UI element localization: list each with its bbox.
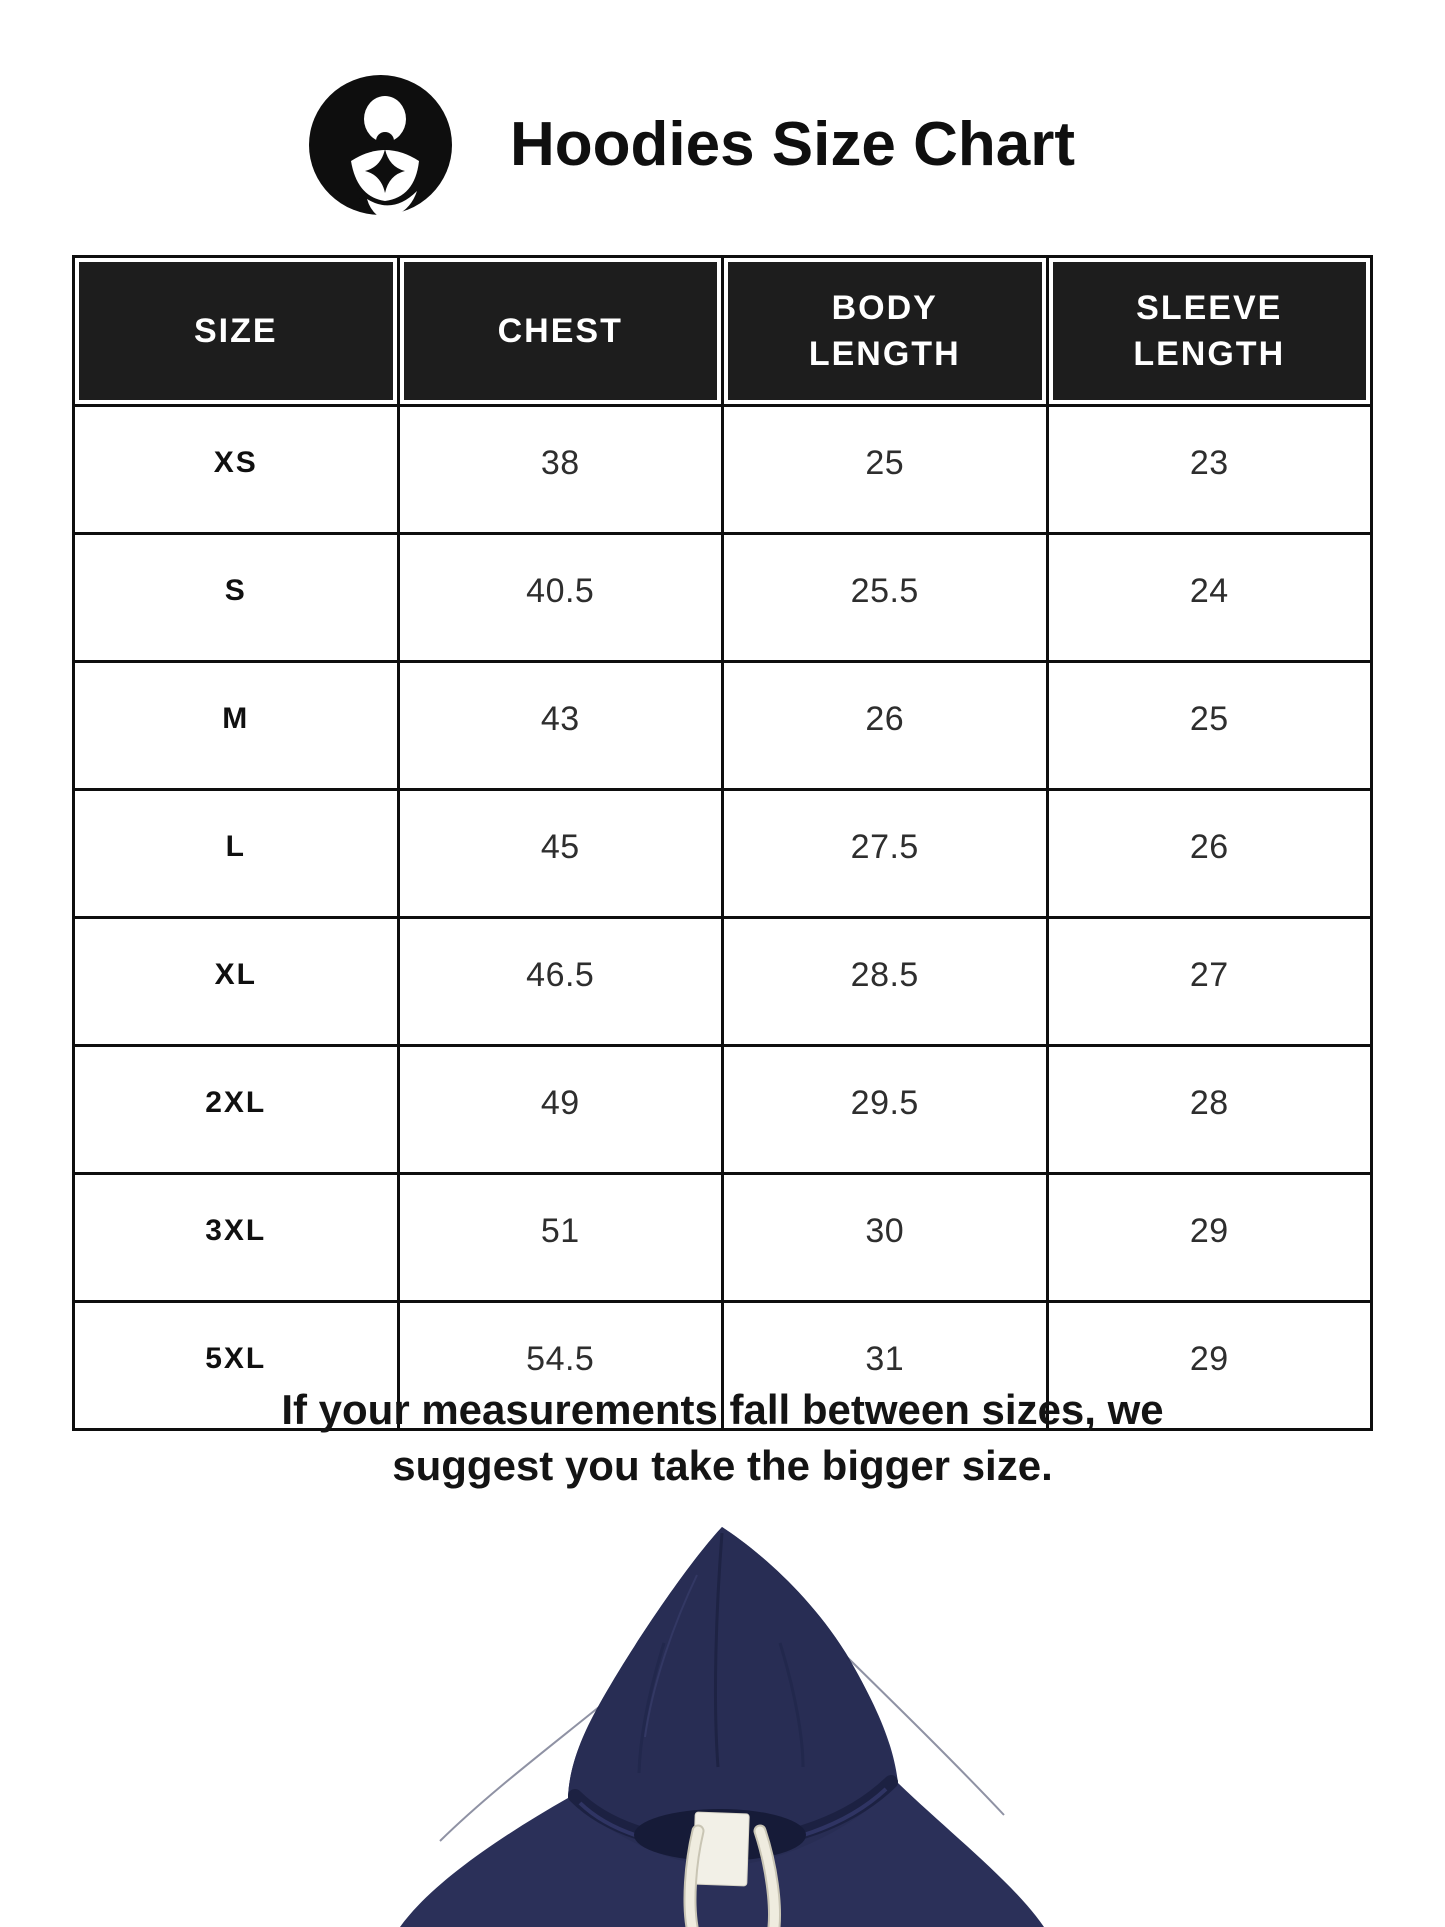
cell-size: 3XL <box>74 1174 399 1302</box>
size-chart-table <box>72 255 1373 1431</box>
cell-body-length: 25 <box>723 406 1048 534</box>
cell-chest: 40.5 <box>398 534 723 662</box>
cell-body-length: 28.5 <box>723 918 1048 1046</box>
cell-body-length: 29.5 <box>723 1046 1048 1174</box>
table-header <box>74 257 1372 406</box>
cell-chest: 38 <box>398 406 723 534</box>
table-header-row <box>74 257 1372 406</box>
column-header-sleeve-length: SLEEVE LENGTH <box>1047 257 1372 406</box>
column-header-chest: CHEST <box>398 257 723 406</box>
cell-body-length: 26 <box>723 662 1048 790</box>
table-body <box>74 406 1372 1430</box>
cell-sleeve-length: 24 <box>1047 534 1372 662</box>
fit-note-line-1: If your measurements fall between sizes, we <box>281 1386 1164 1433</box>
cell-chest: 49 <box>398 1046 723 1174</box>
table-row-l <box>74 790 1372 918</box>
table-row-3xl <box>74 1174 1372 1302</box>
cell-body-length: 27.5 <box>723 790 1048 918</box>
hoodie-image <box>342 1515 1102 1927</box>
cell-chest: 54.5 <box>398 1302 723 1430</box>
cell-sleeve-length: 29 <box>1047 1302 1372 1430</box>
cell-sleeve-length: 23 <box>1047 406 1372 534</box>
column-header-size: SIZE <box>74 257 399 406</box>
table-row-m <box>74 662 1372 790</box>
cell-size: XS <box>74 406 399 534</box>
cell-chest: 43 <box>398 662 723 790</box>
cell-sleeve-length: 27 <box>1047 918 1372 1046</box>
cell-size: S <box>74 534 399 662</box>
page-header <box>309 75 1075 215</box>
table-row-s <box>74 534 1372 662</box>
cell-sleeve-length: 28 <box>1047 1046 1372 1174</box>
table-row-xl <box>74 918 1372 1046</box>
cell-body-length: 25.5 <box>723 534 1048 662</box>
fit-note <box>0 1382 1445 1494</box>
cell-sleeve-length: 26 <box>1047 790 1372 918</box>
table-row-2xl <box>74 1046 1372 1174</box>
cell-sleeve-length: 29 <box>1047 1174 1372 1302</box>
cell-size: M <box>74 662 399 790</box>
column-header-body-length: BODY LENGTH <box>723 257 1048 406</box>
cell-body-length: 31 <box>723 1302 1048 1430</box>
cell-size: XL <box>74 918 399 1046</box>
cell-chest: 45 <box>398 790 723 918</box>
cell-body-length: 30 <box>723 1174 1048 1302</box>
cell-size: L <box>74 790 399 918</box>
page-title: Hoodies Size Chart <box>510 110 1075 179</box>
cell-size: 2XL <box>74 1046 399 1174</box>
cell-size: 5XL <box>74 1302 399 1430</box>
brand-logo-icon <box>309 75 452 215</box>
fit-note-line-2: suggest you take the bigger size. <box>392 1442 1053 1489</box>
table-row-xs <box>74 406 1372 534</box>
cell-sleeve-length: 25 <box>1047 662 1372 790</box>
cell-chest: 51 <box>398 1174 723 1302</box>
cell-chest: 46.5 <box>398 918 723 1046</box>
